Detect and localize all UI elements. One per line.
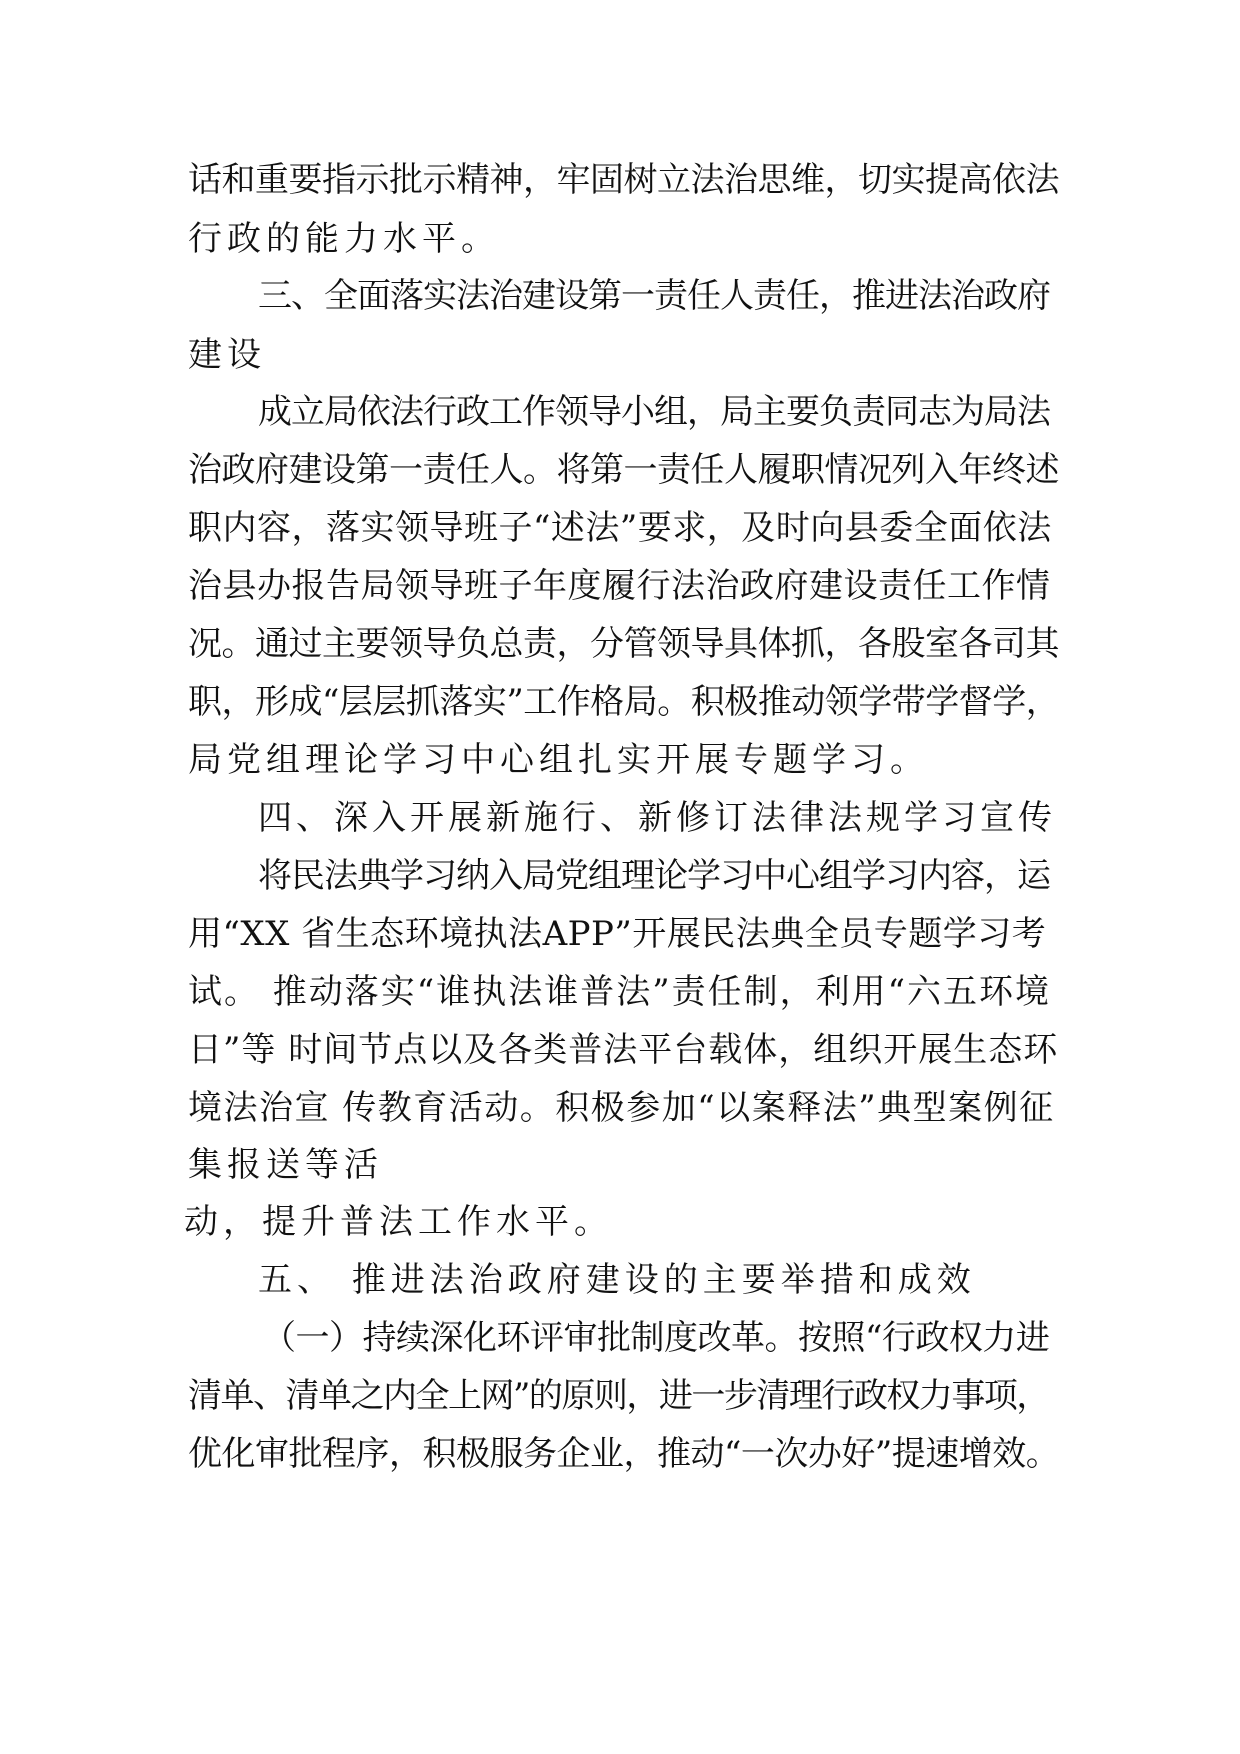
text-line: 行政的能力水平。 [188, 219, 500, 259]
text-line: 况。通过主要领导负总责，分管领导具体抓，各股室各司其 [188, 624, 1059, 664]
section-heading-3: 三、全面落实法治建设第一责任人责任，推进法治政府 [258, 276, 1050, 316]
text-line: 治县办报告局领导班子年度履行法治政府建设责任工作情 [188, 566, 1051, 606]
subsection-heading-1: （一）持续深化环评审批制度改革。按照“行政权力进 [262, 1318, 1050, 1358]
text-line: 优化审批程序，积极服务企业，推动“一次办好”提速增效。 [188, 1434, 1060, 1474]
text-line: 试。 推动落实“谁执法谁普法”责任制，利用“六五环境 [188, 972, 1051, 1012]
section-heading-4: 四、深入开展新施行、新修订法律法规学习宣传 [258, 798, 1056, 838]
text-line: 境法治宣 传教育活动。积极参加“以案释法”典型案例征 [188, 1088, 1055, 1128]
text-line: 日”等 时间节点以及各类普法平台载体，组织开展生态环 [188, 1030, 1059, 1070]
section-heading-3-continued: 建设 [188, 335, 266, 375]
text-line: 将民法典学习纳入局党组理论学习中心组学习内容，运 [258, 856, 1050, 896]
text-line: 话和重要指示批示精神，牢固树立法治思维，切实提高依法 [188, 160, 1059, 200]
text-line: 职内容，落实领导班子“述法”要求，及时向县委全面依法 [188, 508, 1052, 548]
text-line: 职，形成“层层抓落实”工作格局。积极推动领学带学督学， [188, 682, 1060, 722]
text-line: 治政府建设第一责任人。将第一责任人履职情况列入年终述 [188, 450, 1059, 490]
text-line: 成立局依法行政工作领导小组，局主要负责同志为局法 [258, 392, 1050, 432]
text-line: 用“XX 省生态环境执法APP”开展民法典全员专题学习考 [188, 914, 1047, 954]
section-heading-5: 五、 推进法治政府建设的主要举措和成效 [258, 1260, 976, 1300]
text-line: 集报送等活 [188, 1145, 383, 1185]
text-line: 动，提升普法工作水平。 [184, 1202, 613, 1242]
text-line: 清单、清单之内全上网”的原则，进一步清理行政权力事项， [188, 1376, 1049, 1416]
text-line: 局党组理论学习中心组扎实开展专题学习。 [188, 740, 929, 780]
